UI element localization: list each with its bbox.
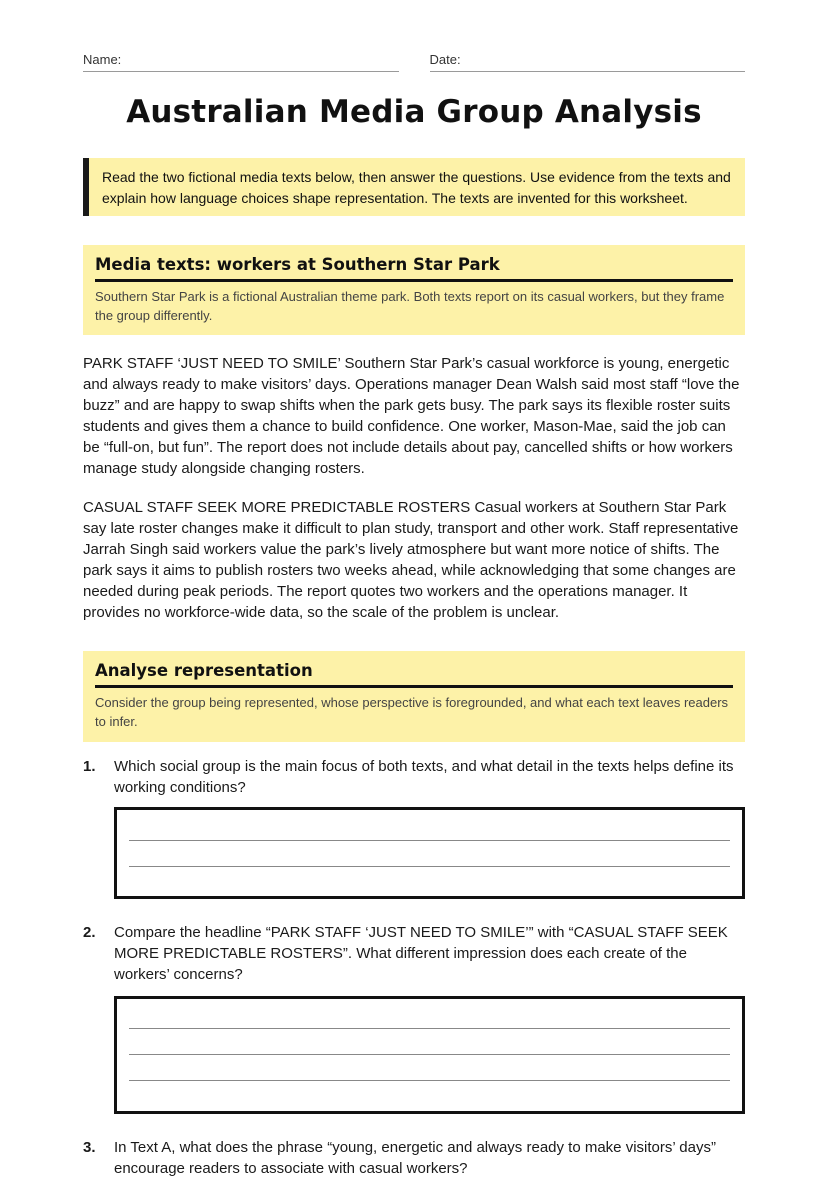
date-label: Date: xyxy=(429,52,461,67)
media-text-a: PARK STAFF ‘JUST NEED TO SMILE’ Southern Star Park’s casual workforce is young, energetic and always ready to make visitors’ days. Operations manager Dean Walsh said most staff “love the buzz” and are happy to swap shifts when the park gets busy. The park says its flexible roster suits students and gives them a chance to build confidence. One worker, Mason-Mae, said the job can be “full-on, but fun”. The report does not include details about pay, cancelled shifts or how workers manage study alongside changing rosters. xyxy=(83,355,740,477)
answer-line xyxy=(129,840,730,841)
answer-box-2[interactable] xyxy=(114,996,745,1114)
section-analyse-representation xyxy=(83,651,745,742)
student-info-fields xyxy=(83,52,745,72)
answer-line xyxy=(129,1054,730,1055)
name-field[interactable] xyxy=(83,52,399,72)
answer-line xyxy=(129,1028,730,1029)
section-description: Southern Star Park is a fictional Australian theme park. Both texts report on its casual workers, but they frame the group differently. xyxy=(95,289,725,323)
question-number: 1. xyxy=(83,758,96,775)
question-2 xyxy=(83,922,745,985)
answer-line xyxy=(129,866,730,867)
media-text-b: CASUAL STAFF SEEK MORE PREDICTABLE ROSTERS Casual workers at Southern Star Park say late roster changes make it difficult to plan study, transport and other work. Staff representative Jarrah Singh said workers value the park’s lively atmosphere but want more notice of shifts. The park says it aims to publish rosters two weeks ahead, while acknowledging that some changes are needed during peak periods. The report quotes two workers and the operations manager. It provides no workforce-wide data, so the scale of the problem is unclear. xyxy=(83,499,739,621)
answer-line xyxy=(129,1080,730,1081)
question-number: 2. xyxy=(83,924,96,941)
question-3 xyxy=(83,1137,745,1179)
instructions-box: Read the two fictional media texts below, then answer the questions. Use evidence from the texts and explain how language choices shape representation. The texts are invented for this worksheet. xyxy=(83,158,745,216)
answer-box-1[interactable] xyxy=(114,807,745,899)
section-heading: Analyse representation xyxy=(95,661,733,688)
date-field[interactable] xyxy=(430,52,746,72)
page-title: Australian Media Group Analysis xyxy=(126,94,702,130)
question-text: In Text A, what does the phrase “young, energetic and always ready to make visitors’ days” encourage readers to associate with casual workers? xyxy=(114,1139,716,1177)
section-description: Consider the group being represented, whose perspective is foregrounded, and what each text leaves readers to infer. xyxy=(95,695,729,729)
question-1 xyxy=(83,756,745,798)
question-text: Compare the headline “PARK STAFF ‘JUST NEED TO SMILE’” with “CASUAL STAFF SEEK MORE PREDICTABLE ROSTERS”. What different impression does each create of the workers’ concerns? xyxy=(114,924,728,983)
question-number: 3. xyxy=(83,1139,96,1156)
section-media-texts xyxy=(83,245,745,335)
question-text: Which social group is the main focus of both texts, and what detail in the texts helps define its working conditions? xyxy=(114,758,734,796)
name-label: Name: xyxy=(83,52,122,67)
section-heading: Media texts: workers at Southern Star Park xyxy=(95,255,733,282)
